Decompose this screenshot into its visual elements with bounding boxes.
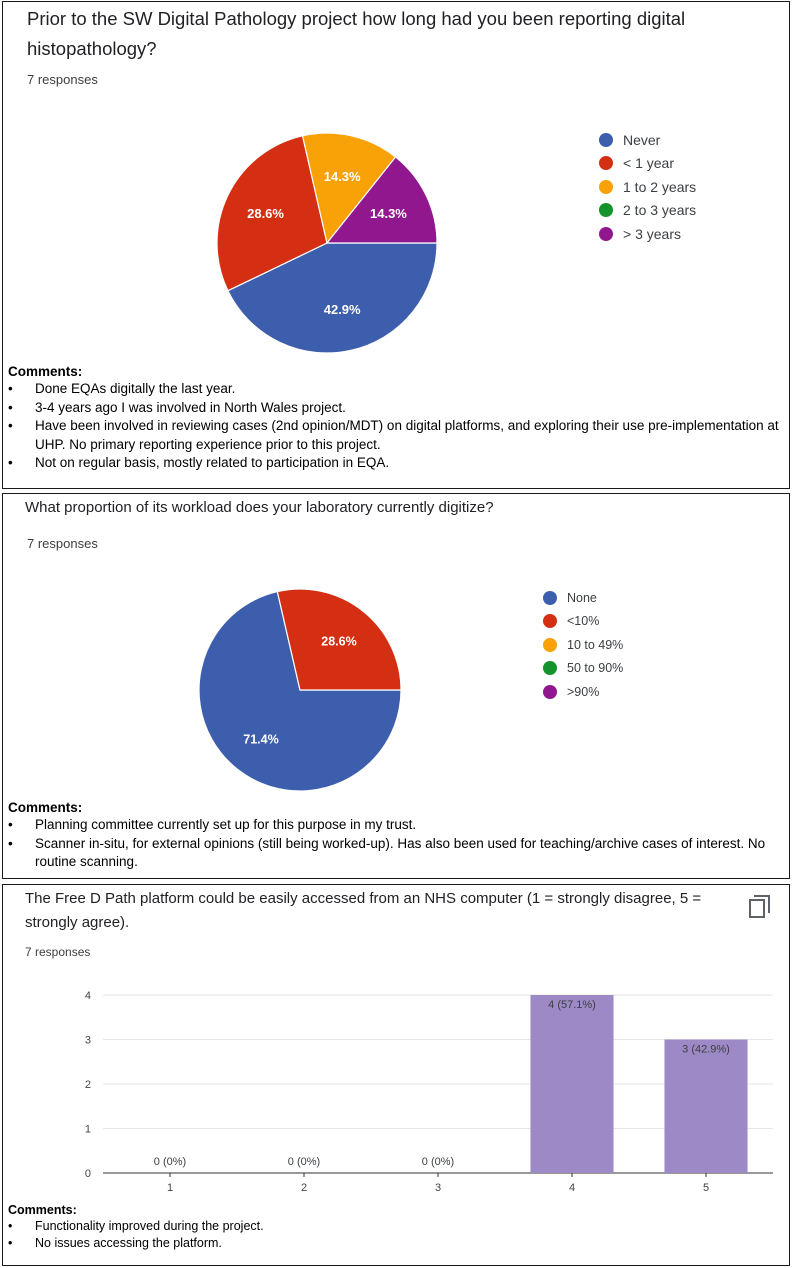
comment-item: • 3-4 years ago I was involved in North Wales project. [8, 399, 788, 418]
copy-icon[interactable] [749, 895, 771, 919]
legend-item [599, 152, 696, 176]
legend-swatch [543, 685, 557, 699]
legend-label: 1 to 2 years [623, 178, 697, 195]
pie-chart [183, 117, 483, 367]
bar-5 [664, 1040, 747, 1174]
pie-data-label: 14.3% [323, 169, 361, 185]
comment-item: • Planning committee currently set up for this purpose in my trust. [8, 816, 788, 835]
comments-section [8, 1203, 788, 1252]
legend-swatch [599, 227, 613, 241]
legend-item [543, 680, 623, 704]
comment-item: • Scanner in-situ, for external opinions (still being worked-up). Has also been used for teaching/archive cases of interest. No routine scanning. [8, 835, 788, 872]
x-tick-label: 3 [434, 1182, 442, 1194]
response-count: 7 responses [25, 945, 91, 959]
comment-item: • Have been involved in reviewing cases (2nd opinion/MDT) on digital platforms, and exploring their use pre-implementation at UHP. No primary reporting experience prior to this project. [8, 417, 788, 454]
comment-item: • Done EQAs digitally the last year. [8, 380, 788, 399]
response-count: 7 responses [27, 536, 98, 551]
pie-data-label: 14.3% [370, 205, 407, 221]
x-tick-label: 4 [568, 1182, 576, 1194]
question-title: Prior to the SW Digital Pathology project how long had you been reporting digital histopathology? [27, 8, 686, 59]
legend-swatch [599, 133, 613, 147]
legend-swatch [543, 638, 557, 652]
comments-heading: Comments: [8, 364, 83, 379]
legend-item [543, 586, 623, 610]
comment-item: • Not on regular basis, mostly related to participation in EQA. [8, 454, 788, 473]
pie-chart [183, 584, 423, 799]
question-panel-3 [2, 884, 790, 1266]
legend-item [543, 633, 623, 657]
legend-item [599, 199, 696, 223]
bar-data-label: 0 (0%) [421, 1156, 455, 1168]
legend-swatch [543, 614, 557, 628]
pie-data-label: 28.6% [247, 205, 284, 221]
legend-label: 2 to 3 years [623, 202, 697, 219]
y-tick-label: 2 [84, 1079, 91, 1091]
chart-legend [599, 128, 696, 246]
legend-label: 10 to 49% [567, 637, 624, 652]
y-tick-label: 3 [84, 1034, 91, 1047]
comments-section [8, 364, 788, 473]
legend-swatch [599, 156, 613, 170]
y-tick-label: 1 [84, 1123, 91, 1136]
x-tick-label: 5 [702, 1182, 710, 1194]
bar-4 [530, 995, 613, 1173]
bar-data-label: 4 (57.1%) [548, 999, 596, 1011]
x-tick-label: 2 [300, 1182, 308, 1194]
comment-item: • No issues accessing the platform. [8, 1235, 788, 1252]
bar-chart [63, 980, 783, 1205]
legend-label: None [567, 590, 597, 605]
bar-data-label: 3 (42.9%) [682, 1043, 730, 1056]
chart-legend [543, 586, 623, 704]
comment-item: • Functionality improved during the project. [8, 1218, 788, 1235]
bar-data-label: 0 (0%) [287, 1156, 321, 1168]
pie-data-label: 71.4% [243, 732, 279, 747]
pie-data-label: 28.6% [321, 634, 357, 649]
legend-item [543, 610, 623, 634]
question-title: What proportion of its workload does your laboratory currently digitize? [25, 499, 494, 516]
question-panel-1 [2, 1, 790, 489]
response-count: 7 responses [27, 72, 98, 87]
y-tick-label: 0 [84, 1168, 91, 1180]
legend-label: > 3 years [623, 225, 681, 242]
pie-data-label: 42.9% [323, 302, 361, 318]
y-tick-label: 4 [84, 990, 91, 1002]
question-panel-2 [2, 493, 790, 879]
legend-swatch [543, 661, 557, 675]
legend-swatch [599, 180, 613, 194]
question-title: The Free D Path platform could be easily accessed from an NHS computer (1 = strongly disagree, 5 = strongly agree). [25, 890, 702, 931]
legend-item [599, 128, 696, 152]
legend-item [543, 657, 623, 681]
legend-label: < 1 year [623, 155, 674, 172]
comments-heading: Comments: [8, 1203, 77, 1217]
comments-heading: Comments: [8, 800, 83, 815]
x-tick-label: 1 [166, 1182, 174, 1194]
legend-label: 50 to 90% [567, 661, 624, 676]
legend-label: >90% [567, 684, 600, 699]
bar-data-label: 0 (0%) [153, 1156, 187, 1168]
legend-item [599, 222, 696, 246]
legend-swatch [543, 591, 557, 605]
legend-swatch [599, 203, 613, 217]
comments-section [8, 800, 788, 872]
legend-item [599, 175, 696, 199]
legend-label: <10% [567, 614, 600, 629]
legend-label: Never [623, 131, 661, 148]
